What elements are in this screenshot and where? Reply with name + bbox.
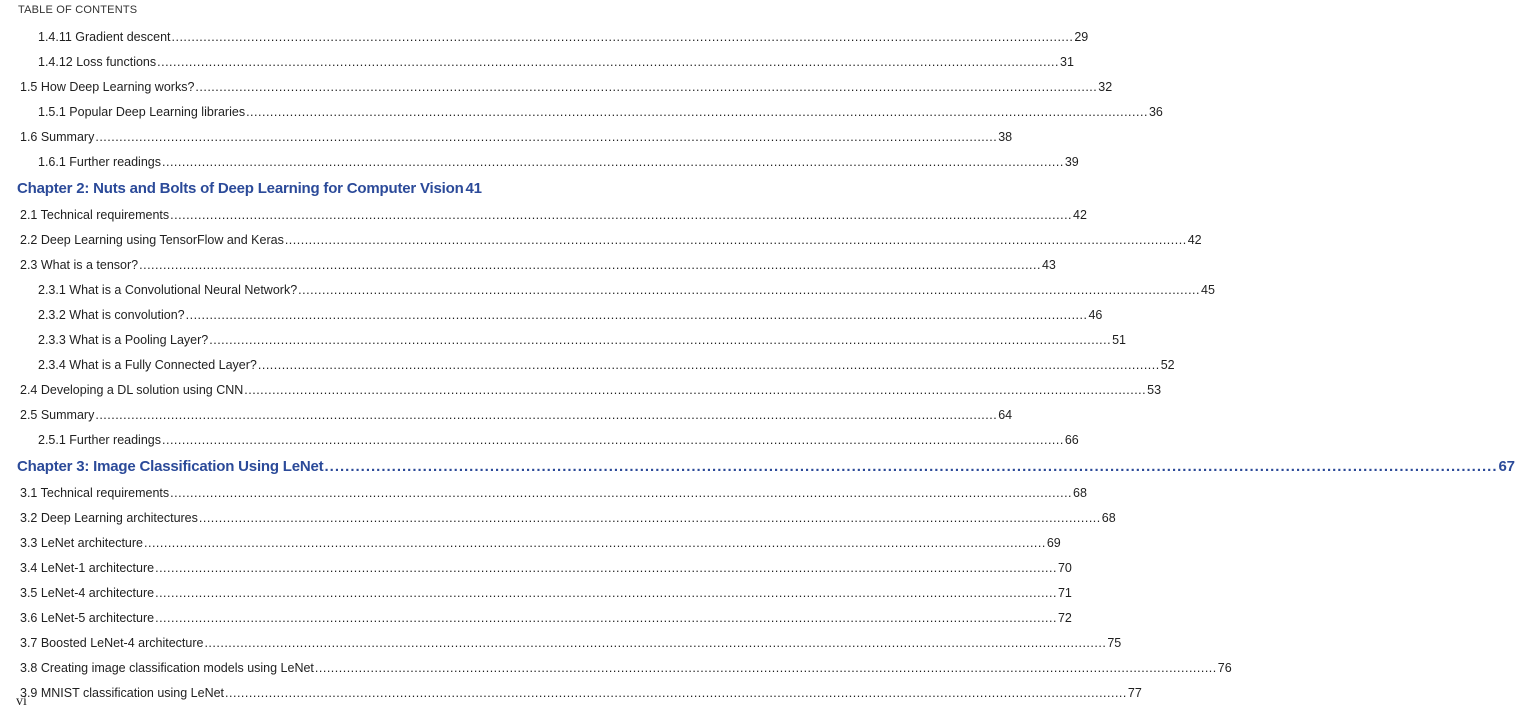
toc-entry-page: 38 bbox=[998, 130, 1013, 144]
toc-entry[interactable] bbox=[38, 433, 1079, 447]
toc-entry[interactable] bbox=[20, 258, 1056, 272]
toc-entry[interactable] bbox=[38, 358, 1175, 372]
toc-chapter-title: Chapter 2: Nuts and Bolts of Deep Learning for Computer Vision bbox=[17, 180, 464, 197]
toc-entry-title: 3.4 LeNet-1 architecture bbox=[20, 561, 155, 575]
dot-leader bbox=[172, 30, 1074, 44]
toc-entry-page: 71 bbox=[1057, 586, 1072, 600]
toc-entry-page: 53 bbox=[1147, 383, 1162, 397]
toc-entry[interactable] bbox=[20, 661, 1232, 675]
toc-entry-title: 3.7 Boosted LeNet-4 architecture bbox=[20, 636, 204, 650]
toc-entry[interactable] bbox=[20, 636, 1122, 650]
toc-entry-page: 69 bbox=[1046, 536, 1061, 550]
dot-leader bbox=[95, 130, 997, 144]
toc-entry[interactable] bbox=[20, 686, 1142, 700]
toc-entry-page: 46 bbox=[1088, 308, 1103, 322]
dot-leader bbox=[162, 155, 1064, 169]
dot-leader bbox=[199, 511, 1101, 525]
toc-entry-title: 2.5 Summary bbox=[20, 408, 95, 422]
toc-entry[interactable] bbox=[20, 408, 1013, 422]
toc-entry-title: 2.3.2 What is convolution? bbox=[38, 308, 185, 322]
toc-entry-page: 76 bbox=[1217, 661, 1232, 675]
dot-leader bbox=[258, 358, 1160, 372]
toc-entry[interactable] bbox=[20, 511, 1116, 525]
toc-entry-page: 42 bbox=[1073, 208, 1087, 222]
dot-leader bbox=[157, 55, 1059, 69]
dot-leader bbox=[204, 636, 1106, 650]
toc-entry-title: 1.5 How Deep Learning works? bbox=[20, 80, 195, 94]
toc-entry-title: 3.5 LeNet-4 architecture bbox=[20, 586, 155, 600]
toc-entry[interactable] bbox=[20, 80, 1113, 94]
toc-chapter-page: 41 bbox=[465, 180, 482, 197]
toc-entry-page: 64 bbox=[998, 408, 1013, 422]
toc-entry-page: 66 bbox=[1064, 433, 1079, 447]
toc-entry-title: 3.6 LeNet-5 architecture bbox=[20, 611, 155, 625]
toc-entry-title: 2.2 Deep Learning using TensorFlow and Keras bbox=[20, 233, 284, 247]
dot-leader bbox=[209, 333, 1111, 347]
dot-leader bbox=[186, 308, 1088, 322]
toc-entry[interactable] bbox=[38, 283, 1215, 297]
toc-entry-page: 31 bbox=[1060, 55, 1074, 69]
toc-entry-page: 70 bbox=[1057, 561, 1072, 575]
dot-leader bbox=[298, 283, 1200, 297]
dot-leader bbox=[162, 433, 1064, 447]
dot-leader bbox=[246, 105, 1148, 119]
toc-entry[interactable] bbox=[38, 105, 1163, 119]
toc-entry-title: 2.5.1 Further readings bbox=[38, 433, 161, 447]
toc-entry[interactable] bbox=[38, 30, 1089, 44]
toc-entry[interactable] bbox=[20, 536, 1061, 550]
toc-entry-page: 45 bbox=[1201, 283, 1215, 297]
dot-leader bbox=[285, 233, 1187, 247]
dot-leader bbox=[170, 486, 1072, 500]
page-number: vi bbox=[16, 694, 27, 709]
dot-leader bbox=[324, 458, 1497, 475]
toc-entry-page: 75 bbox=[1107, 636, 1122, 650]
toc-entry-title: 2.3 What is a tensor? bbox=[20, 258, 139, 272]
toc-entry[interactable] bbox=[38, 155, 1079, 169]
toc-entry-title: 2.3.4 What is a Fully Connected Layer? bbox=[38, 358, 257, 372]
toc-entry-page: 29 bbox=[1074, 30, 1089, 44]
running-header: TABLE OF CONTENTS bbox=[18, 4, 138, 16]
toc-entry-title: 3.2 Deep Learning architectures bbox=[20, 511, 198, 525]
toc-entry-title: 3.1 Technical requirements bbox=[20, 486, 170, 500]
toc-entry-page: 32 bbox=[1098, 80, 1113, 94]
dot-leader bbox=[95, 408, 997, 422]
toc-entry[interactable] bbox=[20, 130, 1013, 144]
dot-leader bbox=[170, 208, 1072, 222]
toc-entry-title: 1.5.1 Popular Deep Learning libraries bbox=[38, 105, 246, 119]
dot-leader bbox=[155, 611, 1057, 625]
toc-entry-title: 1.4.11 Gradient descent bbox=[38, 30, 171, 44]
toc-entry-title: 3.8 Creating image classification models using LeNet bbox=[20, 661, 314, 675]
toc-entry-page: 51 bbox=[1112, 333, 1127, 347]
toc-entry-page: 52 bbox=[1160, 358, 1175, 372]
toc-entry-title: 2.3.1 What is a Convolutional Neural Network? bbox=[38, 283, 298, 297]
toc-entry-title: 2.1 Technical requirements bbox=[20, 208, 170, 222]
toc-entry[interactable] bbox=[20, 561, 1072, 575]
toc-entry-page: 39 bbox=[1064, 155, 1079, 169]
toc-entry-page: 77 bbox=[1127, 686, 1142, 700]
toc-entry[interactable] bbox=[20, 383, 1162, 397]
dot-leader bbox=[315, 661, 1217, 675]
toc-entry-page: 36 bbox=[1148, 105, 1163, 119]
toc-entry-title: 2.4 Developing a DL solution using CNN bbox=[20, 383, 244, 397]
toc-entry[interactable] bbox=[38, 333, 1127, 347]
dot-leader bbox=[139, 258, 1041, 272]
toc-entry-title: 1.6.1 Further readings bbox=[38, 155, 161, 169]
toc-chapter[interactable] bbox=[17, 180, 482, 197]
toc-entry-page: 68 bbox=[1101, 511, 1116, 525]
toc-chapter[interactable] bbox=[17, 458, 1515, 475]
dot-leader bbox=[225, 686, 1127, 700]
dot-leader bbox=[144, 536, 1046, 550]
toc-entry[interactable] bbox=[38, 308, 1103, 322]
toc-entry[interactable] bbox=[20, 611, 1072, 625]
toc-entry-page: 42 bbox=[1187, 233, 1202, 247]
toc-entry-title: 1.4.12 Loss functions bbox=[38, 55, 157, 69]
toc-entry-title: 1.6 Summary bbox=[20, 130, 95, 144]
toc-chapter-page: 67 bbox=[1498, 458, 1515, 475]
toc-entry-page: 72 bbox=[1057, 611, 1072, 625]
dot-leader bbox=[155, 586, 1057, 600]
dot-leader bbox=[155, 561, 1057, 575]
toc-entry[interactable] bbox=[20, 208, 1087, 222]
toc-entry[interactable] bbox=[20, 233, 1202, 247]
toc-entry-page: 68 bbox=[1073, 486, 1087, 500]
toc-entry-page: 43 bbox=[1041, 258, 1056, 272]
toc-entry[interactable] bbox=[20, 586, 1072, 600]
dot-leader bbox=[195, 80, 1097, 94]
toc-entry[interactable] bbox=[20, 486, 1087, 500]
toc-entry-title: 3.9 MNIST classification using LeNet bbox=[20, 686, 225, 700]
dot-leader bbox=[244, 383, 1146, 397]
toc-entry-title: 3.3 LeNet architecture bbox=[20, 536, 143, 550]
toc-entry[interactable] bbox=[38, 55, 1074, 69]
toc-entry-title: 2.3.3 What is a Pooling Layer? bbox=[38, 333, 209, 347]
toc-chapter-title: Chapter 3: Image Classification Using LeNet bbox=[17, 458, 324, 475]
